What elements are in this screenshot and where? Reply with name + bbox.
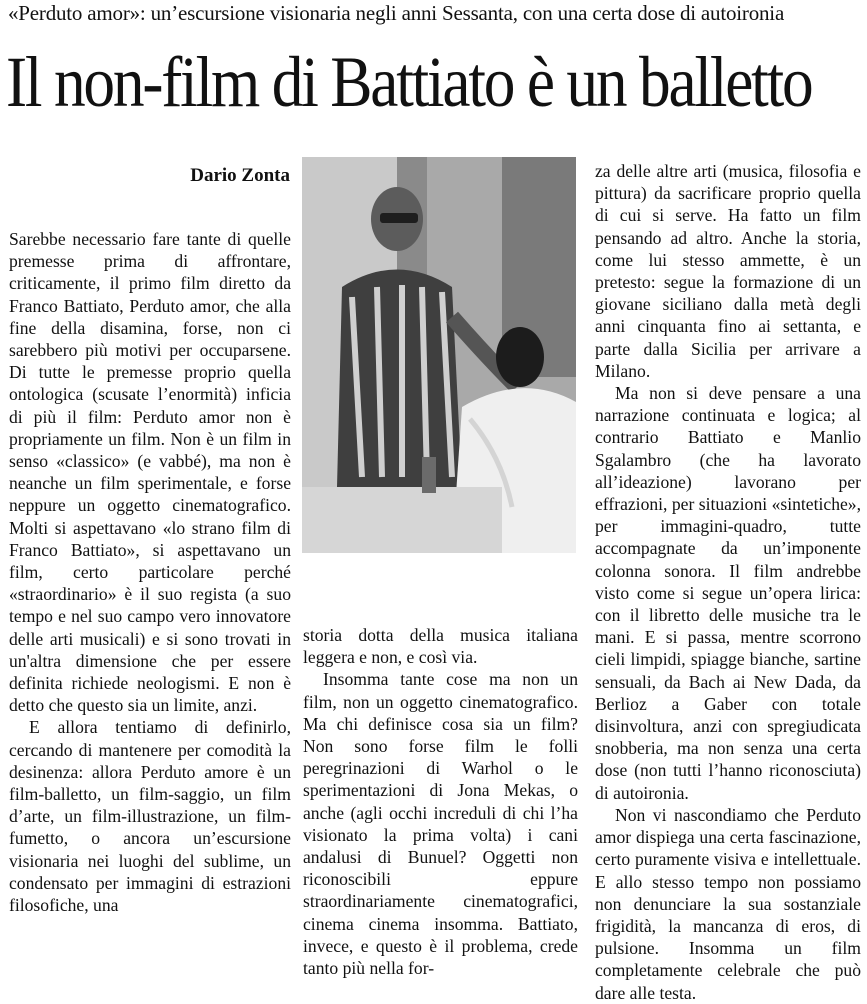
byline: Dario Zonta: [190, 165, 290, 186]
paragraph: Insomma tante cose ma non un film, non un oggetto cinematografico. Ma chi definisce cosa sia un film? Non sono forse film le folli peregrinazioni di Warhol o le sperimentazioni di Jona Mekas, o anche (agli occhi increduli di chi l’ha visionato la prima volta) i cani andalusi di Bunuel? Oggetti non riconoscibili eppure straordinariamente cinematografici, cinema cinema insomma. Battiato, invece, e questo è il problema, crede tanto più nella for-: [303, 669, 578, 979]
paragraph: za delle altre arti (musica, filosofia e pittura) da sacrificare proprio quella di cui si serve. Ha fatto un film pensando ad altro. Anche la storia, come lui stesso ammette, è un pretesto: segue la formazione di un giovane siciliano dalla metà degli anni cinquanta fino ai settanta, e parte dalla Sicilia per arrivare a Milano.: [595, 161, 861, 381]
paragraph: Non vi nascondiamo che Perduto amor dispiega una certa fascinazione, certo puramente visiva e intellettuale. E allo stesso tempo non possiamo non denunciare la sua sostanziale frigidità, la mancanza di eros, di pulsione. Insomma un film completamente celebrale che può dare alle testa.: [595, 804, 861, 1003]
column-2: [303, 624, 578, 979]
paragraph: Ma non si deve pensare a una narrazione continuata e logica; al contrario Battiato e Manlio Sgalambro (che ha lavorato all’ideazione) lavorano per effrazioni, per situazioni «sintetiche», per immagini-quadro, tutte accompagnate da un’imponente colonna sonora. Il film andrebbe visto come si segue un’opera lirica: con il libretto delle musiche tra le mani. E si passa, mentre scorrono cieli limpidi, spiagge bianche, sartine sensuali, da Bach ai New Dada, da Berlioz a Gaber con totale disinvoltura, anzi con spregiudicata snobberia, ma non senza una certa dose (non tutti l’hanno riconosciuta) di autoironia.: [595, 383, 861, 803]
column-3: [595, 160, 861, 1004]
column-1: [9, 228, 291, 916]
paragraph: storia dotta della musica italiana leggera e non, e così via.: [303, 625, 578, 668]
paragraph: Sarebbe necessario fare tante di quelle premesse prima di affrontare, criticamente, il primo film diretto da Franco Battiato, Perduto amor, che alla fine della disamina, forse, non ci sarebbero più motivi per occuparsene. Di tutte le premesse proprio quella ontologica (scusate l’enormità) inficia di più il film: Perduto amor non è propriamente un film. Non è un film in senso «classico» (e vabbé), ma non è neanche un film sperimentale, e forse neppure un oggetto cinematografico. Molti si aspettavano «lo strano film di Franco Battiato», si aspettavano un film, certo particolare perché «straordinario» è il suo regista (a suo tempo e nel suo campo vero innovatore delle arti musicali) e si sono trovati in un'altra dimensione che per essere definita richiede neologismi. E non è detto che questo sia un limite, anzi.: [9, 229, 291, 716]
photo-illustration: [302, 157, 576, 553]
kicker: «Perduto amor»: un’escursione visionaria negli anni Sessanta, con una certa dose di autoironia: [8, 1, 785, 25]
paragraph: E allora tentiamo di definirlo, cercando di mantenere per comodità la desinenza: allora Perduto amore è un film-balletto, un film-saggio, un film d’arte, un film-illustrazione, un film-fumetto, o ancora un’escursione visionaria nei luoghi del sublime, un condensato per immagini di estrazioni filosofiche, una: [9, 717, 291, 916]
film-photo: [302, 157, 576, 553]
headline: Il non-film di Battiato è un balletto: [6, 42, 812, 122]
